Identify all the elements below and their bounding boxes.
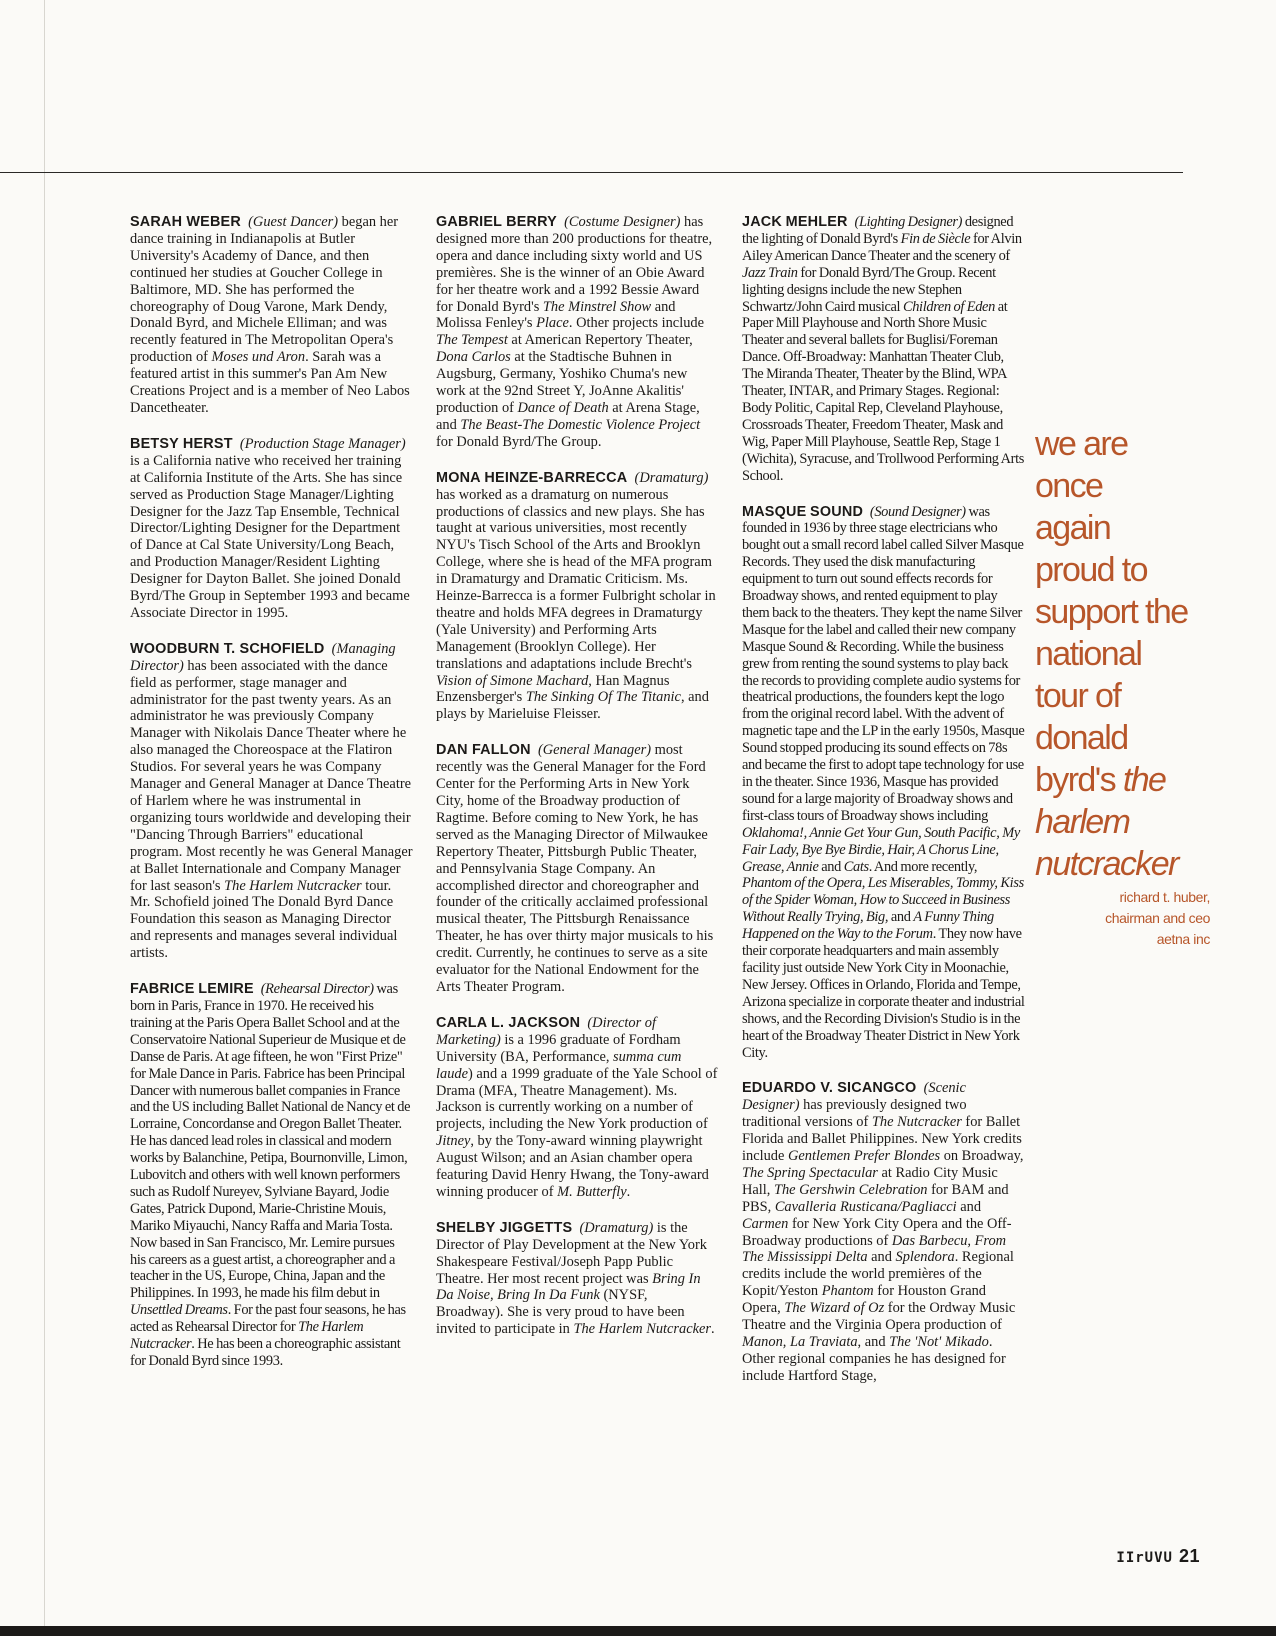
sponsor-line-10: harlem bbox=[1035, 803, 1130, 841]
work-title: Jitney bbox=[436, 1133, 471, 1150]
bio-masque-sound: MASQUE SOUND (Sound Designer) was founded in 1936 by three stage electricians who bought out a small record label called Silver Masque Records. They used the disk manufacturing equipment to turn out sound effects records for Broadway shows, and rented equipment to play them back to the theaters. They kept the name Silver Masque for the label and called their new company Masque Sound & Recording. While the business grew from renting the sound systems to play back the records to providing complete audio systems for theatrical productions, the founders kept the logo from the original record label. With the advent of magnetic tape and the LP in the early 1950s, Masque Sound stopped producing its sound effects on 78s and became the first to adopt tape technology for use in the theater. Since 1936, Masque has provided sound for a large majority of Broadway shows and first-class tours of Broadway shows including Oklahoma!, Annie Get Your Gun, South Pacific, My Fair Lady, Bye Bye Birdie, Hair, A Chorus Line, Grease, Annie and Cats. And more recently, Phantom of the Opera, Les Miserables, Tommy, Kiss of the Spider Woman, How to Succeed in Business Without Really Trying, Big, and A Funny Thing Happened on the Way to the Forum. They now have their corporate headquarters and main assembly facility just outside New York City in Moonachie, New Jersey. Offices in Orlando, Florida and Tempe, Arizona specialize in corporate theater and industrial shows, and the Recording Division's Studio is in the heart of the Broadway Theater District in New York City. bbox=[742, 503, 1025, 1061]
bio-role: (Sound Designer) bbox=[869, 503, 966, 520]
work-title: Dance of Death bbox=[517, 399, 609, 416]
bottom-bar bbox=[0, 1626, 1276, 1636]
bio-role: (Dramaturg) bbox=[634, 469, 709, 486]
bio-woodburn-schofield: WOODBURN T. SCHOFIELD (Managing Director) has been associated with the dance field as performer, stage manager and administrator for the past twenty years. As an administrator he was previously Company Manager with Nikolais Dance Theater where he also managed the Choreospace at the Flatiron Studios. For several years he was Company Manager and General Manager at Dance Theatre of Harlem where he was instrumental in organizing tours worldwide and developing their "Dancing Through Barriers" educational program. Most recently he was General Manager at Ballet Internationale and Company Manager for last season's The Harlem Nutcracker tour. Mr. Schofield joined The Donald Byrd Dance Foundation this season as Managing Director and represents and manages several individual artists. bbox=[130, 640, 413, 962]
bio-name: CARLA L. JACKSON bbox=[436, 1014, 581, 1031]
work-title: The Harlem Nutcracker bbox=[224, 877, 362, 894]
attribution-line-3: aetna inc bbox=[1156, 931, 1210, 947]
work-title: The Sinking Of The Titanic bbox=[525, 689, 681, 706]
bio-role: (Director of Marketing) bbox=[436, 1014, 656, 1048]
bio-name: EDUARDO V. SICANGCO bbox=[742, 1080, 917, 1097]
work-title: Bring In Da Noise, Bring In Da Funk bbox=[436, 1270, 701, 1304]
sponsor-line-11: nutcracker bbox=[1035, 845, 1178, 883]
attribution-line-2: chairman and ceo bbox=[1105, 910, 1210, 926]
work-title: Moses und Aron bbox=[211, 349, 306, 366]
work-title: Place bbox=[536, 315, 569, 332]
sponsor-line-3: again bbox=[1035, 509, 1111, 547]
work-title: The Nutcracker bbox=[871, 1114, 962, 1131]
work-title: M. Butterfly bbox=[557, 1183, 627, 1200]
magazine-logo: IIrUVU bbox=[1116, 1550, 1173, 1566]
bio-role: (General Manager) bbox=[537, 742, 652, 759]
bio-eduardo-sicangco: EDUARDO V. SICANGCO (Scenic Designer) has previously designed two traditional versions of The Nutcracker for Ballet Florida and Ballet Philippines. New York credits include Gentlemen Prefer Blondes on Broadway, The Spring Spectacular at Radio City Music Hall, The Gershwin Celebration for BAM and PBS, Cavalleria Rusticana/Pagliacci and Carmen for New York City Opera and the Off-Broadway productions of Das Barbecu, From The Mississippi Delta and Splendora. Regional credits include the world premières of the Kopit/Yeston Phantom for Houston Grand Opera, The Wizard of Oz for the Ordway Music Theatre and the Virginia Opera production of Manon, La Traviata, and The 'Not' Mikado. Other regional companies he has designed for include Hartford Stage, bbox=[742, 1080, 1024, 1384]
bio-name: GABRIEL BERRY bbox=[436, 214, 557, 230]
work-title: The Wizard of Oz bbox=[784, 1300, 885, 1317]
sponsor-line-5: support the bbox=[1035, 593, 1188, 631]
bio-carla-jackson: CARLA L. JACKSON (Director of Marketing) is a 1996 graduate of Fordham University (BA, Performance, summa cum laude) and a 1999 graduate of the Yale School of Drama (MFA, Theatre Management). Ms. Jackson is currently working on a number of projects, including the New York production of Jitney, by the Tony-award winning playwright August Wilson; and an Asian chamber opera featuring David Henry Hwang, the Tony-award winning producer of M. Butterfly. bbox=[436, 1014, 718, 1200]
bio-role: (Guest Dancer) bbox=[248, 214, 339, 230]
sponsor-line-8: donald bbox=[1035, 719, 1128, 757]
work-title: A Funny Thing Happened on the Way to the Forum bbox=[742, 909, 994, 943]
work-title: Das Barbecu, From The Mississippi Delta bbox=[742, 1232, 1007, 1266]
work-title: The Spring Spectacular bbox=[742, 1164, 878, 1181]
work-title: Oklahoma!, Annie Get Your Gun, South Pacific, My Fair Lady, Bye Bye Birdie, Hair, A Chorus Line, Grease, Annie bbox=[742, 824, 1020, 875]
work-title: The 'Not' Mikado bbox=[889, 1334, 989, 1350]
sponsor-line-1: we are bbox=[1035, 425, 1128, 463]
column-2 bbox=[436, 214, 718, 1357]
work-title: Vision of Simone Machard bbox=[436, 672, 589, 689]
bio-role: (Scenic Designer) bbox=[742, 1080, 966, 1114]
sponsor-line-9: byrd's the bbox=[1035, 761, 1166, 799]
work-title: Gentlemen Prefer Blondes bbox=[787, 1148, 941, 1165]
work-title: Fin de Siècle bbox=[900, 230, 971, 247]
bio-role: (Rehearsal Director) bbox=[260, 981, 374, 998]
work-title: The Gershwin Celebration bbox=[773, 1181, 928, 1198]
work-title: Unsettled Dreams bbox=[130, 1302, 228, 1319]
work-title: summa cum laude bbox=[436, 1048, 682, 1082]
page-edge-line bbox=[44, 0, 45, 1636]
bio-name: DAN FALLON bbox=[436, 742, 531, 759]
work-title: Carmen bbox=[742, 1215, 789, 1232]
bio-mona-heinze-barrecca: MONA HEINZE-BARRECCA (Dramaturg) has worked as a dramaturg on numerous productions of classics and new plays. She has taught at various universities, most recently NYU's Tisch School of the Arts and Brooklyn College, where she is head of the MFA program in Dramaturgy and Dramatic Criticism. Ms. Heinze-Barrecca is a former Fulbright scholar in theatre and holds MFA degrees in Dramaturgy (Yale University) and Performing Arts Management (Brooklyn College). Her translations and adaptations include Brecht's Vision of Simone Machard, Han Magnus Enzensberger's The Sinking Of The Titanic, and plays by Marieluise Fleisser. bbox=[436, 469, 716, 723]
bio-role: (Production Stage Manager) bbox=[239, 435, 406, 452]
bio-sarah-weber: SARAH WEBER (Guest Dancer) began her dance training in Indianapolis at Butler University's Academy of Dance, and then continued her studies at Goucher College in Baltimore, MD. She has performed the choreography of Doug Varone, Mark Dendy, Donald Byrd, and Michele Elliman; and was recently featured in The Metropolitan Opera's production of Moses und Aron. Sarah was a featured artist in this summer's Pan Am New Creations Project and is a member of Neo Labos Dancetheater. bbox=[130, 214, 410, 416]
sponsor-line-7: tour of bbox=[1035, 677, 1121, 715]
sponsor-line-6: national bbox=[1035, 635, 1142, 673]
bio-name: MONA HEINZE-BARRECCA bbox=[436, 469, 628, 486]
work-title: The Tempest bbox=[436, 332, 508, 349]
work-title: The Minstrel Show bbox=[542, 298, 652, 315]
work-title: Children of Eden bbox=[902, 298, 995, 315]
bio-gabriel-berry: GABRIEL BERRY (Costume Designer) has designed more than 200 productions for theatre, opera and dance including sixty world and US premières. She is the winner of an Obie Award for her theatre work and a 1992 Bessie Award for Donald Byrd's The Minstrel Show and Molissa Fenley's Place. Other projects include The Tempest at American Repertory Theater, Dona Carlos at the Stadtische Buhnen in Augsburg, Germany, Yoshiko Chuma's new work at the 92nd Street Y, JoAnne Akalitis' production of Dance of Death at Arena Stage, and The Beast-The Domestic Violence Project for Donald Byrd/The Group. bbox=[436, 214, 713, 450]
header-rule bbox=[0, 172, 1183, 173]
work-title: Manon, La Traviata bbox=[742, 1334, 858, 1350]
bio-name: JACK MEHLER bbox=[742, 214, 848, 230]
bio-dan-fallon: DAN FALLON (General Manager) most recently was the General Manager for the Ford Center for the Performing Arts in New York City, home of the Broadway production of Ragtime. Before coming to New York, he has served as the Managing Director of Milwaukee Repertory Theater, Pittsburgh Public Theater, and Pennsylvania Stage Company. An accomplished director and choreographer and founder of the critically acclaimed professional musical theater, The Pittsburgh Renaissance Theater, he has over thirty major musicals to his credit. Currently, he continues to serve as a site evaluator for the National Endowment for the Arts Theater Program. bbox=[436, 742, 714, 995]
sponsor-line-2: once bbox=[1035, 467, 1103, 505]
work-title: The Beast-The Domestic Violence Project bbox=[460, 416, 701, 433]
sponsor-attribution bbox=[1040, 887, 1210, 950]
bio-role: (Lighting Designer) bbox=[854, 214, 963, 230]
bio-name: WOODBURN T. SCHOFIELD bbox=[130, 640, 325, 657]
work-title: Phantom bbox=[821, 1283, 874, 1300]
bio-name: FABRICE LEMIRE bbox=[130, 981, 254, 998]
sponsor-line-4: proud to bbox=[1035, 551, 1147, 589]
work-title: The Harlem Nutcracker bbox=[130, 1319, 364, 1353]
bio-role: (Managing Director) bbox=[130, 640, 396, 674]
work-title: Dona Carlos bbox=[436, 349, 511, 366]
bio-name: SHELBY JIGGETTS bbox=[436, 1219, 573, 1236]
work-title: Splendora bbox=[895, 1249, 955, 1266]
column-3 bbox=[742, 214, 1027, 1404]
column-1 bbox=[130, 214, 413, 1389]
bio-shelby-jiggetts: SHELBY JIGGETTS (Dramaturg) is the Director of Play Development at the New York Shakespeare Festival/Joseph Papp Public Theatre. Her most recent project was Bring In Da Noise, Bring In Da Funk (NYSF, Broadway). She is very proud to have been invited to participate in The Harlem Nutcracker. bbox=[436, 1219, 715, 1338]
bio-betsy-herst: BETSY HERST (Production Stage Manager) is a California native who received her training at California Institute of the Arts. She has since served as Production Stage Manager/Lighting Designer for the Jazz Tap Ensemble, Technical Director/Lighting Designer for the Department of Dance at Cal State University/Long Beach, and Production Manager/Resident Lighting Designer for Dayton Ballet. She joined Donald Byrd/The Group in September 1993 and became Associate Director in 1995. bbox=[130, 435, 410, 621]
bio-name: MASQUE SOUND bbox=[742, 503, 864, 520]
work-title: Jazz Train bbox=[742, 264, 798, 281]
bio-name: BETSY HERST bbox=[130, 435, 233, 452]
work-title: The Harlem Nutcracker bbox=[573, 1321, 711, 1338]
work-title: Cats bbox=[843, 858, 869, 875]
page-folio bbox=[1116, 1546, 1200, 1567]
bio-fabrice-lemire: FABRICE LEMIRE (Rehearsal Director) was born in Paris, France in 1970. He received his training at the Paris Opera Ballet School and at the Conservatoire National Superieur de Musique et de Danse de Paris. At age fifteen, he won "First Prize" for Male Dance in Paris. Fabrice has been Principal Dancer with numerous ballet companies in France and the US including Ballet National de Nancy et de Lorraine, Concordanse and Oregon Ballet Theater. He has danced lead roles in classical and modern works by Balanchine, Petipa, Bournonville, Limon, Lubovitch and others with well known performers such as Rudolf Nureyev, Sylviane Bayard, Jodie Gates, Patrick Dupond, Marie-Christine Mouis, Mariko Miyauchi, Nancy Raffa and Maria Tosta. Now based in San Francisco, Mr. Lemire pursues his careers as a guest artist, a choreographer and a teacher in the US, Europe, China, Japan and the Philippines. In 1993, he made his film debut in Unsettled Dreams. For the past four seasons, he has acted as Rehearsal Director for The Harlem Nutcracker. He has been a choreographic assistant for Donald Byrd since 1993. bbox=[130, 981, 411, 1369]
bio-role: (Costume Designer) bbox=[564, 214, 681, 230]
bio-name: SARAH WEBER bbox=[130, 214, 241, 230]
bio-role: (Dramaturg) bbox=[579, 1219, 654, 1236]
page-number: 21 bbox=[1178, 1546, 1200, 1566]
attribution-line-1: richard t. huber, bbox=[1119, 889, 1210, 905]
work-title: Cavalleria Rusticana/Pagliacci bbox=[774, 1198, 957, 1215]
bio-jack-mehler: JACK MEHLER (Lighting Designer) designed the lighting of Donald Byrd's Fin de Siècle for Alvin Ailey American Dance Theater and the scenery of Jazz Train for Donald Byrd/The Group. Recent lighting designs include the new Stephen Schwartz/John Caird musical Children of Eden at Paper Mill Playhouse and North Shore Music Theater and several ballets for Buglisi/Foreman Dance. Off-Broadway: Manhattan Theater Club, The Miranda Theater, Theater by the Blind, WPA Theater, INTAR, and Primary Stages. Regional: Body Politic, Capital Rep, Cleveland Playhouse, Crossroads Theater, Freedom Theater, Mask and Wig, Paper Mill Playhouse, Seattle Rep, Stage 1 (Wichita), Syracuse, and Trollwood Performing Arts School. bbox=[742, 214, 1024, 484]
sponsor-message bbox=[1035, 423, 1205, 885]
work-title: Phantom of the Opera, Les Miserables, Tommy, Kiss of the Spider Woman, How to Succeed in Business Without Really Trying, Big, bbox=[742, 875, 1024, 926]
